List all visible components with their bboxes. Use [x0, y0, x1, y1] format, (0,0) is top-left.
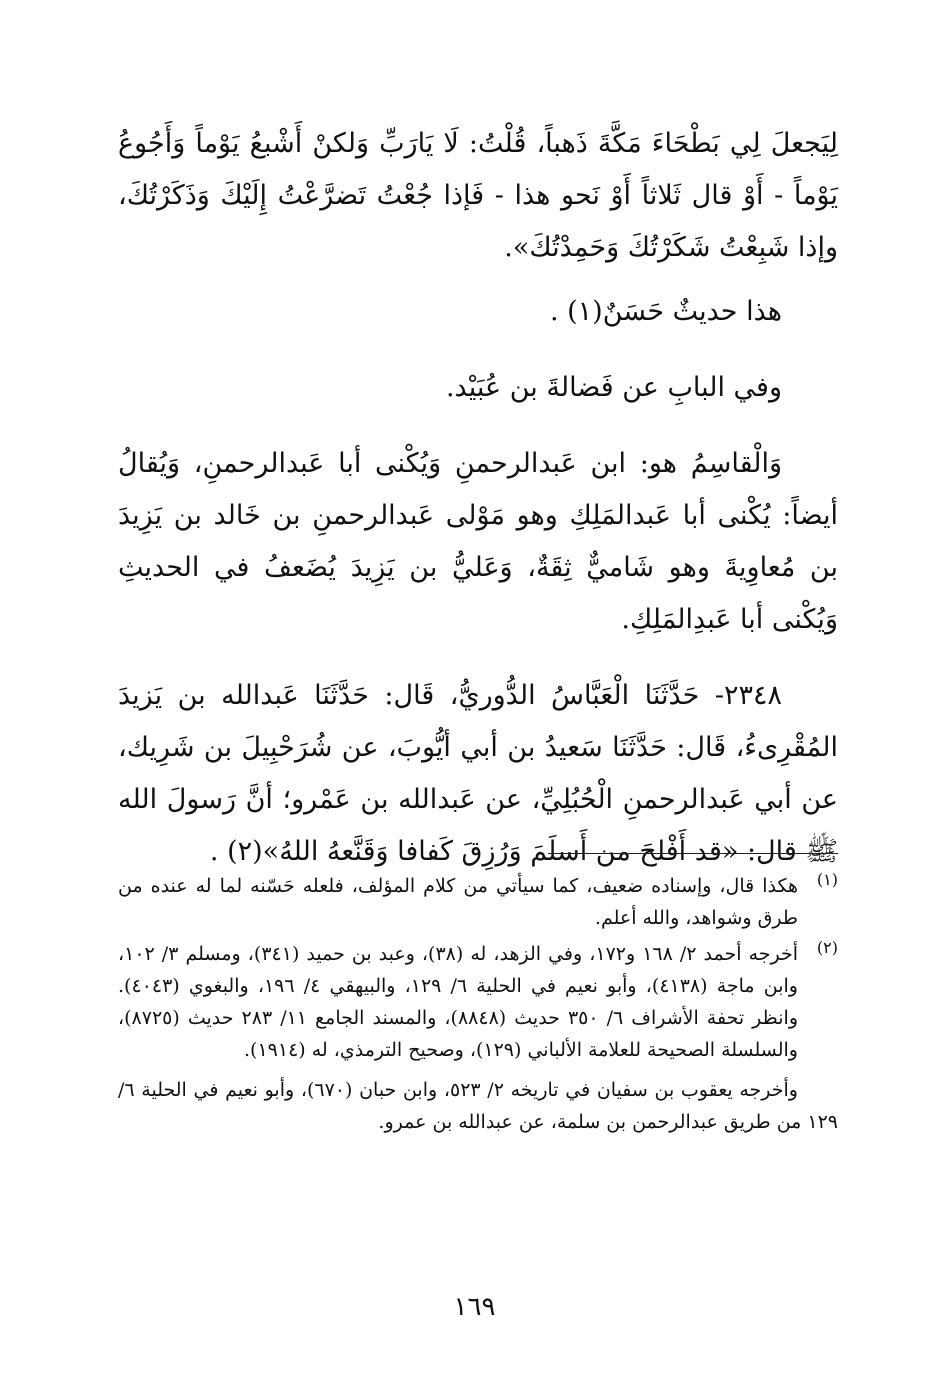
grading-statement: هذا حديثٌ حَسَنٌ(١) . — [549, 296, 782, 327]
footnote-number: (١) — [816, 870, 838, 889]
hadith-2348-paragraph: ٢٣٤٨- حَدَّثَنَا الْعَبَّاسُ الدُّوريُّ، قَال: حَدَّثَنَا عَبدالله بن يَزيدَ المُقْرِىءُ، قَال: حَدَّثَنَا سَعيدُ بن أبي أيُّوبَ، عن شُرَحْبِيلَ بن شَرِيك، عن أبي عَبدالرحمنِ الْحُبُلِيِّ، عن عَبدالله بن عَمْرو؛ أنَّ رَسولَ الله ﷺ قال: «قد أَفْلحَ من أَسلَمَ وَرُزِقَ كَفافا وَقَنَّعهُ اللهُ»(٢) . — [118, 680, 838, 867]
page-number: ١٦٩ — [453, 1292, 496, 1322]
footnote-number: (٢) — [816, 938, 838, 957]
footnote-text: أخرجه أحمد ٢/ ١٦٨ و١٧٢، وفي الزهد، له (٣٨)، وعبد بن حميد (٣٤١)، ومسلم ٣/ ١٠٢، وابن ماجة (٤١٣٨)، وأبو نعيم في الحلية ٦/ ١٢٩، والبيهقي ٤/ ١٩٦، والبغوي (٤٠٤٣). وانظر تحفة الأشراف ٦/ ٣٥٠ حديث (٨٨٤٨)، والمسند الجامع ١١/ ٢٨٣ حديث (٨٧٢٥)، والسلسلة الصحيحة للعلامة الألباني (١٢٩)، وصحيح الترمذي، له (١٩١٤). — [118, 943, 799, 1061]
book-page — [118, 118, 838, 1358]
chapter-reference: وفي البابِ عن فَضالةَ بن عُبَيْد. — [445, 372, 782, 403]
footnotes-section — [118, 870, 838, 1138]
hadith-paragraph-continued: لِيَجعلَ لِي بَطْحَاءَ مَكَّةَ ذَهباً، قُلْتُ: لَا يَارَبِّ وَلكنْ أَشْبعُ يَوْماً وَأَجُوعُ يَوْماً - أَوْ قال ثَلاثاً أَوْ نَحو هذا - فَإذا جُعْتُ تَضرَّعْتُ إِلَيْكَ وَذَكَرْتُكَ، وإذا شَبِعْتُ شَكَرْتُكَ وَحَمِدْتُكَ». — [118, 128, 838, 263]
narrator-note-paragraph: وَالْقاسِمُ هو: ابن عَبدالرحمنِ وَيُكْنى أبا عَبدالرحمنِ، وَيُقالُ أيضاً: يُكْنى أبا عَبدالمَلِكِ وهو مَوْلى عَبدالرحمنِ بن خَالد بن يَزِيدَ بن مُعاوِيةَ وهو شَاميٌّ ثِقَةٌ، وَعَليُّ بن يَزِيدَ يُضَعفُ في الحديثِ وَيُكْنى أبا عَبدِالمَلِكِ. — [118, 448, 838, 635]
footnote-1 — [118, 870, 838, 934]
footnote-separator — [548, 853, 838, 854]
main-text — [118, 118, 838, 878]
footnote-2-continuation: وأخرجه يعقوب بن سفيان في تاريخه ٢/ ٥٢٣، وابن حبان (٦٧٠)، وأبو نعيم في الحلية ٦/ ١٢٩ من طريق عبدالرحمن بن سلمة، عن عبدالله بن عمرو. — [118, 1079, 838, 1133]
footnote-2 — [118, 938, 838, 1066]
footnote-text: هكذا قال، وإسناده ضعيف، كما سيأتي من كلام المؤلف، فلعله حَسّنه لما له عنده من طرق وشواهد، والله أعلم. — [118, 875, 798, 929]
